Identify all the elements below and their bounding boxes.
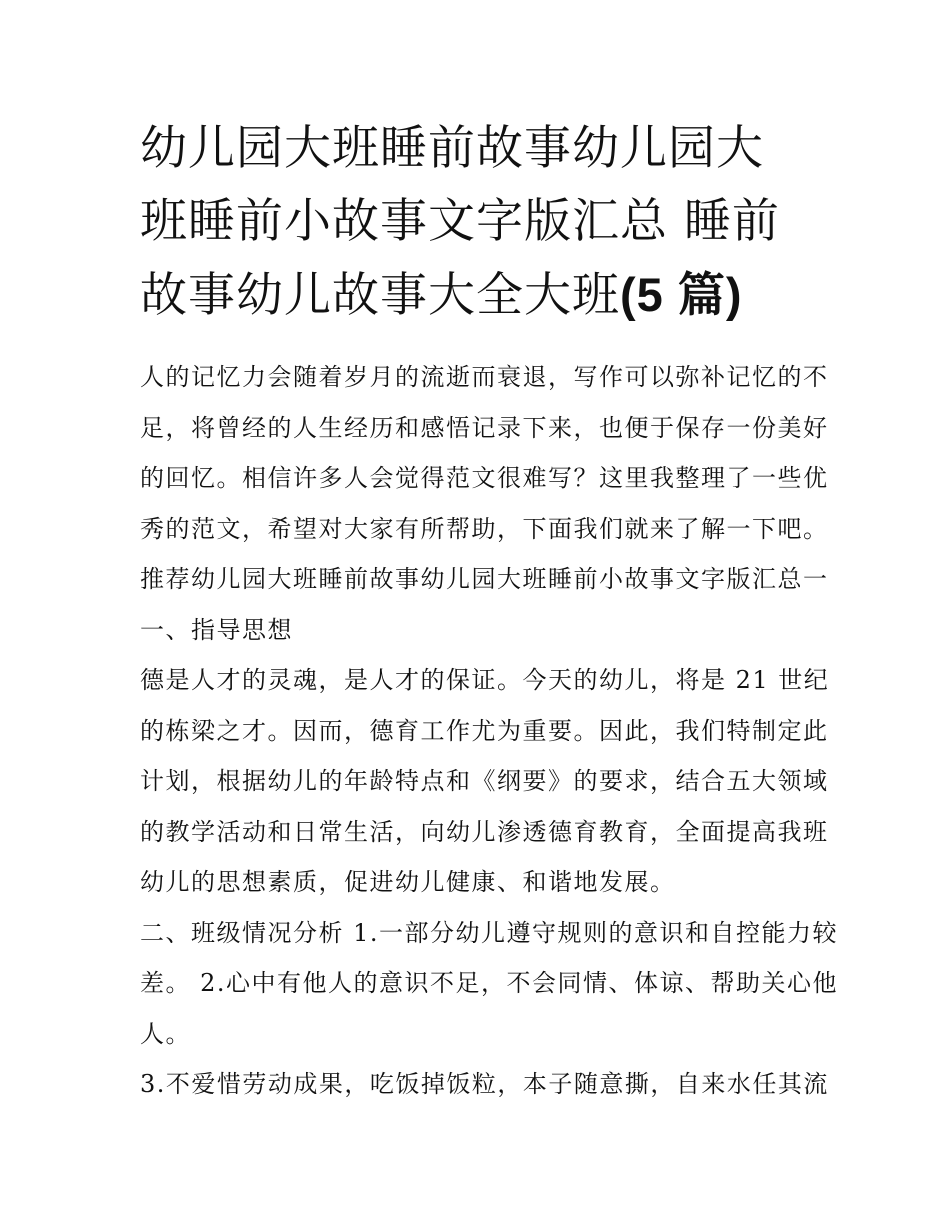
body-line-1: 人的记忆力会随着岁月的流逝而衰退，写作可以弥补记忆的不 — [140, 363, 829, 391]
title-line-3: 故事幼儿故事大全大班(5 篇) — [140, 268, 743, 323]
body-line-10: 的教学活动和日常生活，向幼儿渗透德育教育，全面提高我班 — [140, 817, 829, 846]
title-line-2: 班睡前小故事文字版汇总 睡前 — [140, 194, 780, 249]
body-line-9: 计划，根据幼儿的年龄特点和《纲要》的要求，结合五大领域 — [140, 767, 829, 795]
body-line-15: 3.不爱惜劳动成果，吃饭掉饭粒，本子随意撕，自来水任其流 — [140, 1070, 829, 1098]
body-line-11: 幼儿的思想素质，促进幼儿健康、和谐地发展。 — [140, 868, 676, 896]
body-line-8: 的栋梁之才。因而，德育工作尤为重要。因此，我们特制定此 — [140, 716, 829, 745]
section-heading-class-analysis: 二、班级情况分析 1.一部分幼儿遵守规则的意识和自控能力较 — [140, 918, 839, 947]
body-line-3: 的回忆。相信许多人会觉得范文很难写？这里我整理了一些优 — [140, 464, 829, 492]
body-line-13: 差。 2.心中有他人的意识不足，不会同情、体谅、帮助关心他 — [140, 969, 839, 997]
body-line-5: 推荐幼儿园大班睡前故事幼儿园大班睡前小故事文字版汇总一 — [140, 565, 829, 593]
document-body — [140, 357, 839, 1115]
body-line-14: 人。 — [140, 1019, 191, 1048]
title-line-1: 幼儿园大班睡前故事幼儿园大 — [140, 121, 764, 176]
section-heading-guiding-thought: 一、指导思想 — [140, 615, 293, 644]
body-line-7: 德是人才的灵魂，是人才的保证。今天的幼儿，将是 21 世纪 — [140, 666, 830, 694]
title-count-suffix: (5 篇) — [620, 268, 743, 321]
document-title — [140, 112, 820, 332]
body-line-4: 秀的范文，希望对大家有所帮助，下面我们就来了解一下吧。 — [140, 514, 829, 543]
body-line-2: 足，将曾经的人生经历和感悟记录下来，也便于保存一份美好 — [140, 413, 829, 442]
